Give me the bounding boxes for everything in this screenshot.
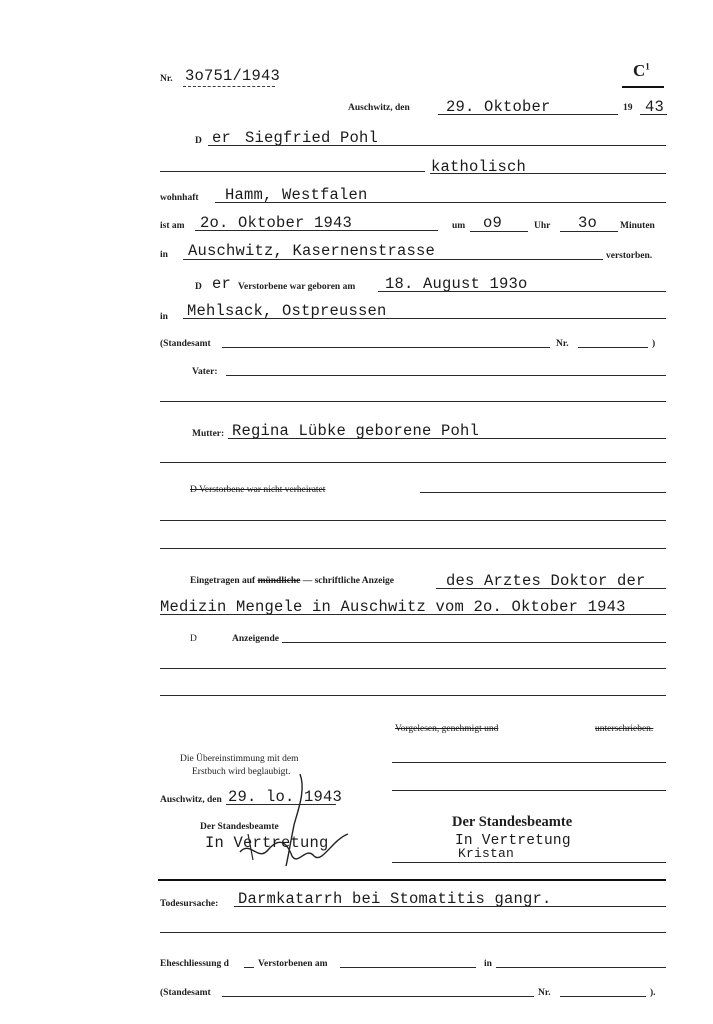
marital-status-struck: D Verstorbene war nicht verheiratet [190, 485, 326, 495]
marriage-in-label: in [484, 959, 492, 969]
standesamt-line [222, 347, 550, 348]
informant-label: Anzeigende [232, 634, 279, 644]
cause-value: Darmkatarrh bei Stomatitis gangr. [238, 890, 552, 908]
died-label: ist am [160, 221, 185, 231]
year-value: 43 [645, 98, 665, 116]
person-article: er [212, 129, 232, 147]
death-minutes: 3o [578, 214, 598, 232]
death-date: 2o. Oktober 1943 [200, 214, 353, 232]
death-place-line [183, 259, 603, 260]
register-number: 3o751/1943 [185, 67, 281, 85]
cause-line [234, 906, 666, 907]
section-divider [158, 879, 666, 881]
father-label: Vater: [192, 367, 218, 377]
approval-label-end: unterschrieben. [595, 724, 654, 734]
registration-text-2: Medizin Mengele in Auschwitz vom 2o. Oktober 1943 [160, 598, 626, 616]
year-prefix: 19 [623, 103, 633, 113]
residence-line [215, 202, 666, 203]
place-date-label: Auschwitz, den [348, 103, 410, 113]
informant-d: D [190, 634, 197, 644]
minuten-label: Minuten [620, 221, 655, 231]
registrar-deputy: In Vertretung [455, 833, 571, 849]
certification-official-label: Der Standesbeamte [200, 822, 279, 832]
approval-line-2 [392, 790, 666, 791]
cause-label: Todesursache: [160, 899, 219, 909]
minutes-line [560, 231, 618, 232]
nr-underline [183, 86, 275, 87]
registration-line-1 [436, 588, 666, 589]
verstorben-label: verstorben. [606, 251, 653, 261]
informant-line-3 [160, 695, 666, 696]
mother-name: Regina Lübke geborene Pohl [232, 422, 480, 440]
marriage-place-line [496, 967, 666, 968]
marriage-standesamt-label: (Standesamt [160, 988, 211, 998]
nr-label: Nr. [160, 74, 173, 84]
marriage-close: ). [650, 988, 656, 998]
death-place: Auschwitz, Kasernenstrasse [188, 242, 436, 260]
document-date: 29. Oktober [446, 98, 551, 116]
birth-place: Mehlsack, Ostpreussen [187, 302, 387, 320]
marriage-label-2: Verstorbenen am [258, 959, 328, 969]
death-date-line [195, 230, 438, 231]
standesamt-label: (Standesamt [160, 339, 211, 349]
person-name: Siegfried Pohl [245, 129, 379, 147]
registrar-name: Kristan [458, 846, 515, 861]
approval-line-1 [392, 762, 666, 763]
name-line-2 [160, 171, 425, 172]
registrar-title: Der Standesbeamte [452, 814, 573, 830]
born-article: er [212, 275, 232, 293]
marital-line [420, 492, 666, 493]
born-d-prefix: D [195, 282, 202, 292]
certification-date: 29. lo. 1943 [228, 788, 343, 806]
informant-line [282, 642, 666, 643]
father-line-2 [160, 401, 666, 402]
form-code-underline [622, 86, 664, 88]
death-hour: o9 [483, 214, 503, 232]
informant-line-2 [160, 668, 666, 669]
date-line [438, 114, 618, 115]
marriage-label: Eheschliessung d [160, 959, 229, 969]
birth-date-line [378, 291, 666, 292]
marriage-nr-line [560, 996, 646, 997]
approval-label-struck: Vorgelesen, genehmigt und [395, 724, 499, 734]
birth-in-label: in [160, 312, 168, 322]
marital-line-3 [160, 548, 666, 549]
religion-line [430, 173, 666, 174]
father-line [226, 375, 666, 376]
standesamt-close: ) [652, 339, 656, 349]
certification-deputy: In Vertretung [205, 834, 329, 852]
in-label: in [160, 250, 168, 260]
person-d-prefix: D [195, 136, 202, 146]
mother-label: Mutter: [192, 429, 225, 439]
registrar-line [392, 862, 666, 863]
marriage-date-line [340, 967, 476, 968]
marriage-nr-label: Nr. [538, 988, 551, 998]
birth-place-line [183, 318, 666, 319]
certification-line-2: Erstbuch wird beglaubigt. [192, 767, 291, 777]
registration-text-1: des Arztes Doktor der [446, 572, 646, 590]
uhr-label: Uhr [534, 221, 551, 231]
marriage-gap-line [244, 967, 254, 968]
residence: Hamm, Westfalen [225, 186, 368, 204]
certification-place-label: Auschwitz, den [160, 795, 222, 805]
marital-line-2 [160, 520, 666, 521]
standesamt-nr-label: Nr. [556, 339, 569, 349]
form-code: $C^1$ [633, 61, 650, 80]
um-label: um [452, 221, 466, 231]
residence-label: wohnhaft [160, 193, 199, 203]
mother-line-2 [160, 462, 666, 463]
hour-line [470, 231, 528, 232]
year-line [640, 114, 667, 115]
marriage-standesamt-line [222, 996, 534, 997]
mother-line [228, 438, 666, 439]
standesamt-nr-line [578, 347, 648, 348]
religion: katholisch [431, 158, 527, 176]
registration-line-2 [160, 614, 666, 615]
registration-label: Eingetragen auf mündliche — schriftliche Anzeige [190, 576, 394, 586]
name-line [208, 145, 666, 146]
certification-line-1: Die Übereinstimmung mit dem [180, 754, 299, 764]
born-label: Verstorbene war geboren am [238, 282, 356, 292]
birth-date: 18. August 193o [385, 275, 528, 293]
certification-signature [228, 770, 358, 870]
cause-line-2 [160, 932, 666, 933]
